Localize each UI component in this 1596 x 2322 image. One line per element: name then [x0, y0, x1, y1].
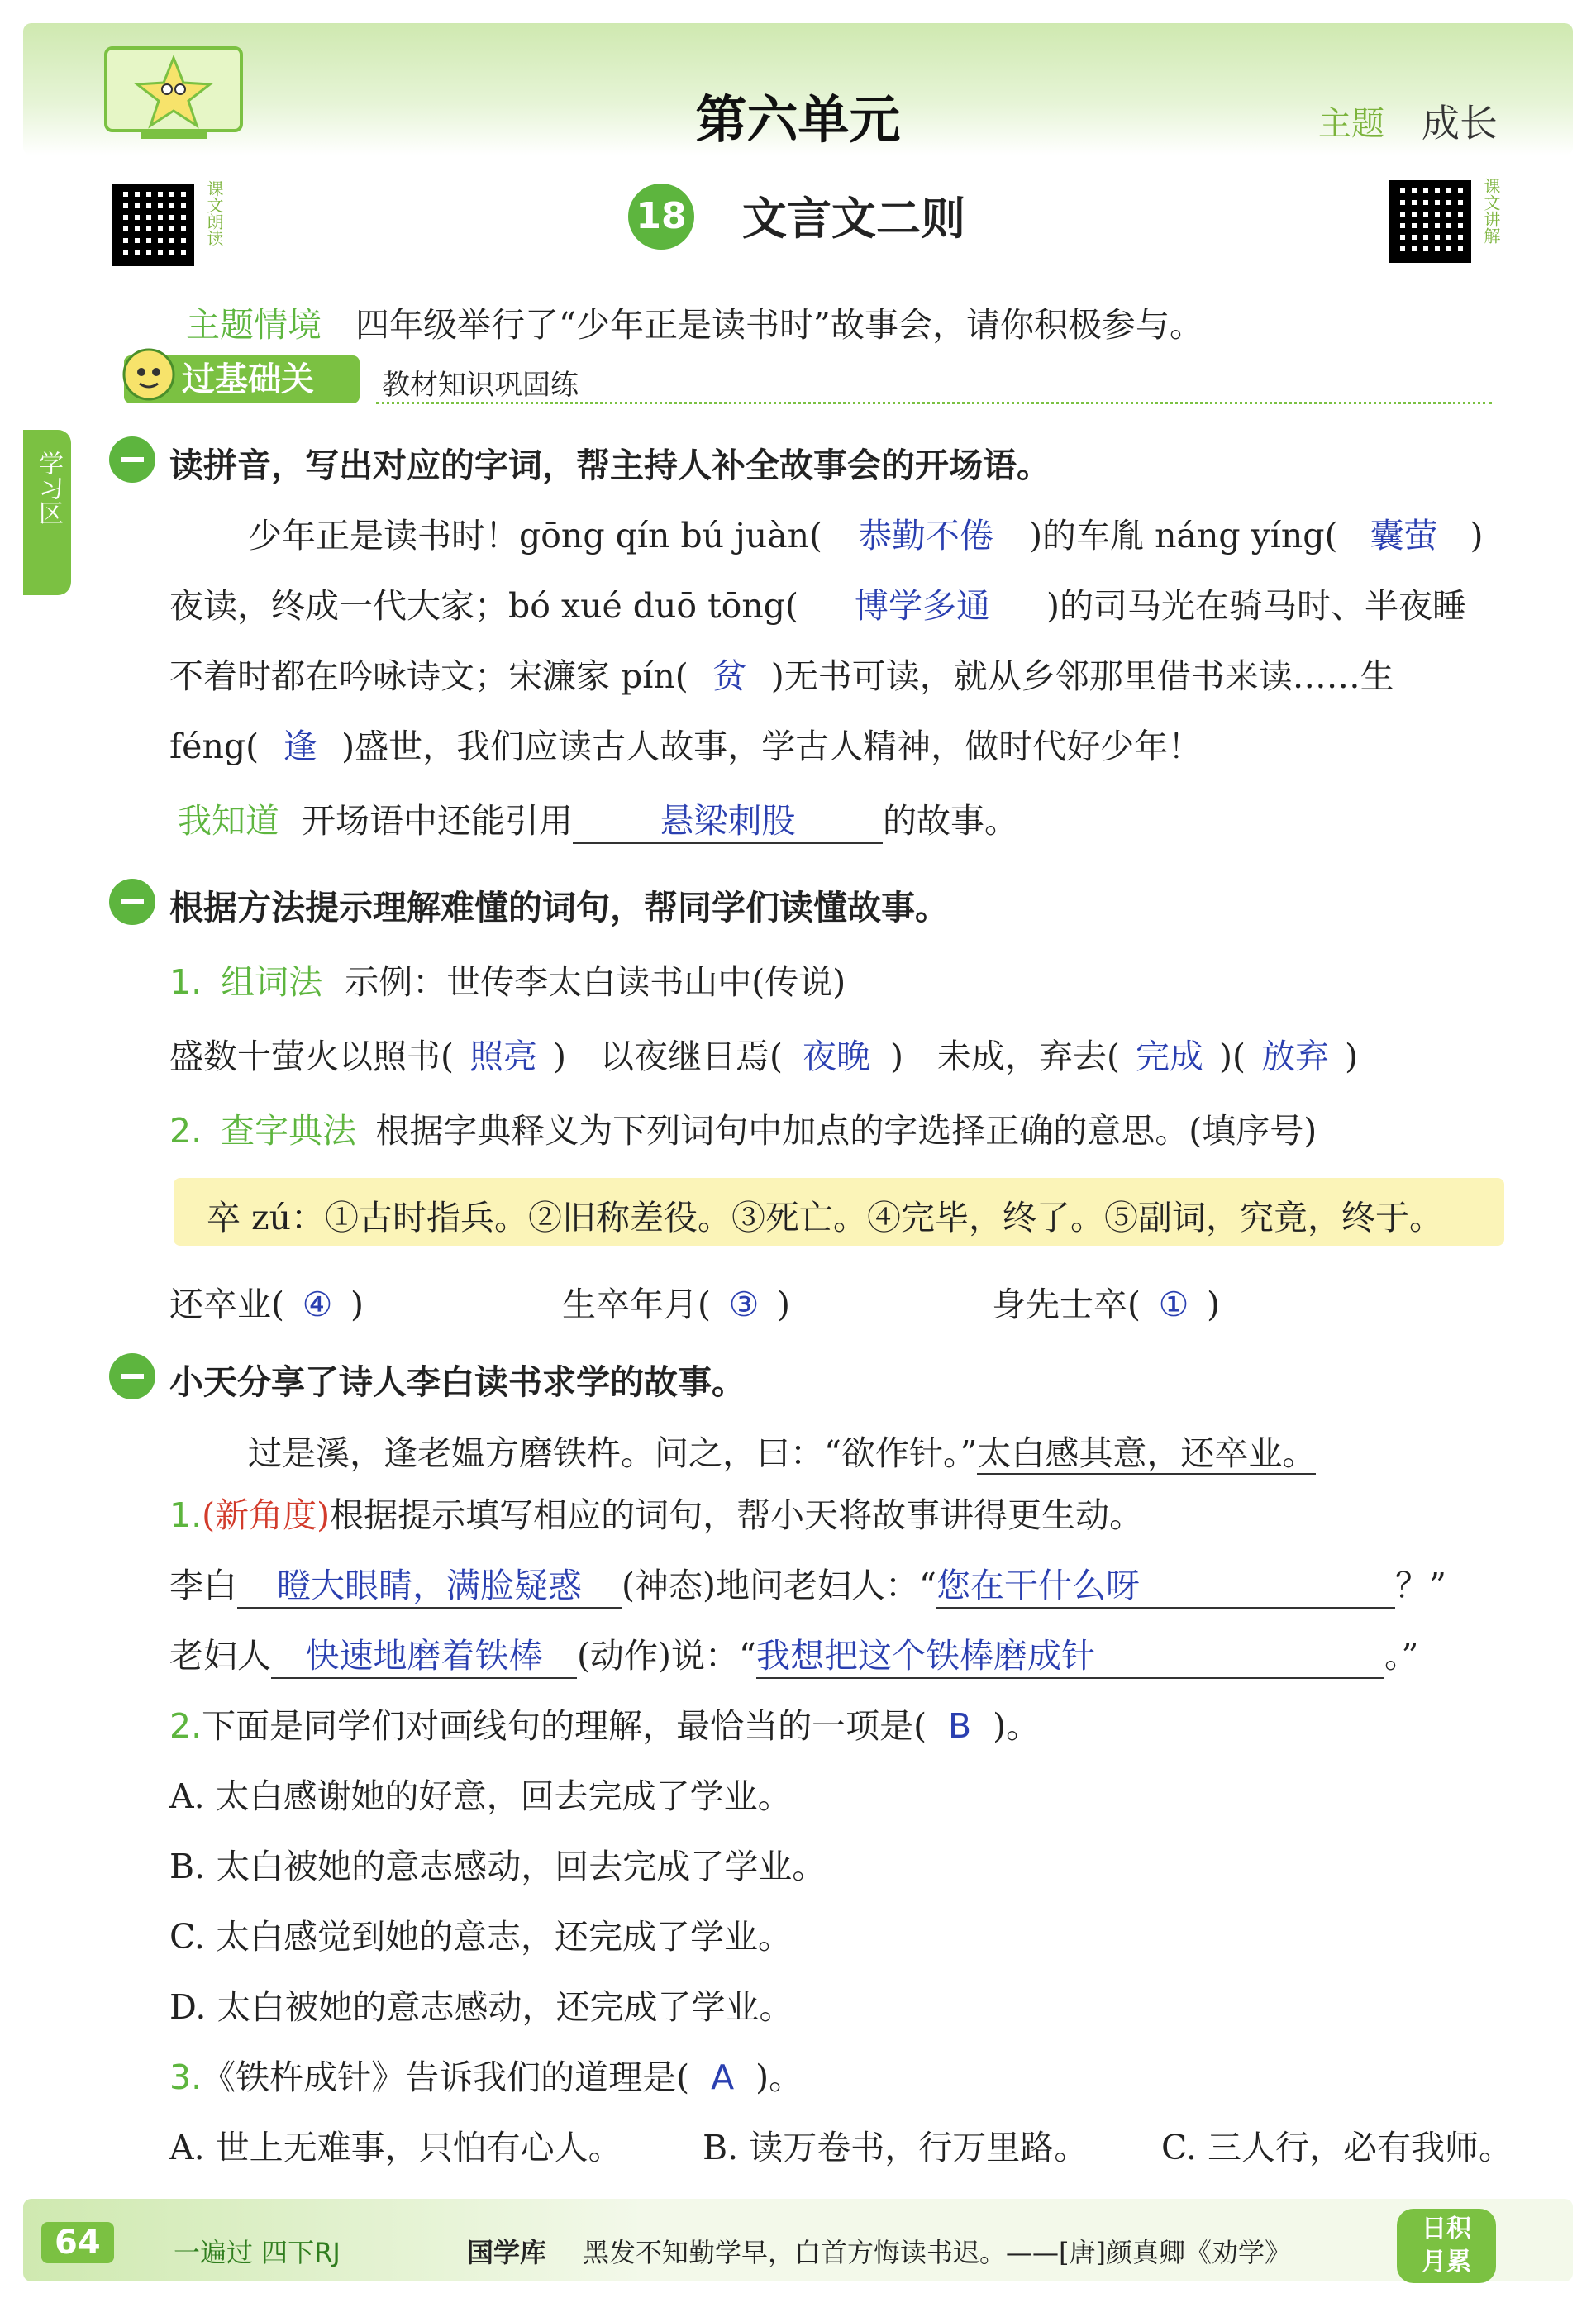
- q3-option[interactable]: D. 太白被她的意志感动，还完成了学业。: [169, 1987, 793, 2027]
- q1-text: )盛世，我们应读古人故事，学古人精神，做时代好少年！: [341, 727, 1203, 766]
- q2-text: ) 以夜继日焉(: [553, 1037, 783, 1076]
- dictionary-entry: 卒 zú：①古时指兵。②旧称差役。③死亡。④完毕，终了。⑤副词，究竟，终于。: [207, 1198, 1444, 1237]
- q2-text: 身先士卒(: [992, 1285, 1141, 1324]
- answer-field[interactable]: ④: [302, 1285, 333, 1324]
- answer-field[interactable]: ③: [728, 1285, 760, 1324]
- q1-text: )的司马光在骑马时、半夜睡: [1046, 586, 1466, 626]
- q2-text: ): [1207, 1285, 1220, 1324]
- basics-subtitle: 教材知识巩固练: [382, 369, 579, 402]
- theme-label: 主题: [1318, 105, 1384, 143]
- qr-code-right-icon[interactable]: [1389, 180, 1471, 263]
- lesson-number: 18: [628, 184, 694, 250]
- q2-option-1: [169, 1277, 364, 1326]
- context-line: [186, 298, 1203, 346]
- answer-field[interactable]: 博学多通: [854, 586, 990, 626]
- q2-option-2: [562, 1277, 790, 1326]
- q1-text: ): [1470, 516, 1484, 555]
- new-angle-tag: (新角度): [202, 1495, 331, 1535]
- q3-sub-3: [169, 2050, 803, 2099]
- q3-option[interactable]: B. 读万卷书，行万里路。: [703, 2128, 1089, 2167]
- q2-method: 查字典法: [221, 1111, 357, 1151]
- page-number: 64: [41, 2222, 114, 2263]
- q3-option[interactable]: C. 三人行，必有我师。: [1161, 2128, 1513, 2167]
- q3-instruction: 下面是同学们对画线句的理解，最恰当的一项是(: [202, 1706, 927, 1746]
- unit-title: 第六单元: [695, 89, 901, 150]
- q2-text: ): [1345, 1037, 1358, 1076]
- q2-text: ) 未成，弃去(: [890, 1037, 1120, 1076]
- q1-text: 夜读，终成一代大家；bó xué duō tōng(: [169, 586, 798, 626]
- badge-bottom: 月累: [1422, 2248, 1471, 2277]
- q2-sub-2: [169, 1104, 1317, 1152]
- q3-option[interactable]: B. 太白被她的意志感动，回去完成了学业。: [169, 1847, 827, 1886]
- q2-option-3: [992, 1277, 1220, 1326]
- mascot-icon: [120, 346, 178, 403]
- answer-field[interactable]: 瞪大眼睛，满脸疑惑: [237, 1558, 622, 1609]
- know-label: 我知道: [178, 801, 279, 841]
- q2-text: ): [350, 1285, 364, 1324]
- q2-method: 组词法: [221, 962, 323, 1002]
- q1-text: )的车胤 náng yíng(: [1029, 516, 1338, 555]
- q1-line-3: [169, 649, 1394, 698]
- question-3-title: 小天分享了诗人李白读书求学的故事。: [169, 1362, 746, 1402]
- answer-field[interactable]: 您在干什么呀: [936, 1558, 1395, 1609]
- answer-field[interactable]: B: [948, 1706, 972, 1746]
- q1-line-2: [169, 579, 1466, 627]
- q1-line-4: [169, 719, 1202, 768]
- question-1-title: 读拼音，写出对应的字词，帮主持人补全故事会的开场语。: [169, 446, 1051, 485]
- daily-badge: [1397, 2209, 1496, 2283]
- q2-text: ): [777, 1285, 790, 1324]
- q3-sub-number: 1.: [169, 1495, 202, 1535]
- book-name: 一遍过 四下RJ: [174, 2237, 341, 2268]
- context-label: 主题情境: [186, 305, 322, 345]
- q2-text: 还卒业(: [169, 1285, 284, 1324]
- q1-text: 的故事。: [883, 801, 1019, 841]
- q3-text: )。: [993, 1706, 1041, 1746]
- answer-field[interactable]: 快速地磨着铁棒: [271, 1628, 577, 1679]
- underlined-sentence: 太白感其意，还卒业。: [977, 1433, 1317, 1473]
- q1-text: 开场语中还能引用: [302, 801, 574, 841]
- question-1-badge: [109, 436, 155, 483]
- question-2-title: 根据方法提示理解难懂的词句，帮同学们读懂故事。: [169, 888, 949, 927]
- answer-field[interactable]: A: [711, 2057, 735, 2097]
- q3-text: 李白: [169, 1566, 237, 1605]
- q3-li-line: [169, 1558, 1446, 1609]
- answer-field[interactable]: 放弃: [1261, 1037, 1329, 1076]
- answer-field[interactable]: 我想把这个铁棒磨成针: [756, 1628, 1384, 1679]
- side-tab-label: 学习区: [34, 451, 63, 525]
- q2-text: 盛数十萤火以照书(: [169, 1037, 454, 1076]
- q2-instruction: 根据字典释义为下列词句中加点的字选择正确的意思。(填序号): [375, 1111, 1317, 1151]
- footer-quote: 黑发不知勤学早，白首方悔读书迟。——[唐]颜真卿《劝学》: [583, 2237, 1291, 2268]
- qr-right-label: 课文讲解: [1481, 178, 1501, 244]
- answer-field[interactable]: 夜晚: [803, 1037, 870, 1076]
- answer-field[interactable]: 完成: [1136, 1037, 1203, 1076]
- q2-example: 示例：世传李太白读书山中(传说): [345, 962, 846, 1002]
- q3-text: 。”: [1384, 1636, 1419, 1676]
- answer-field[interactable]: 囊萤: [1370, 516, 1438, 555]
- answer-field[interactable]: ①: [1158, 1285, 1189, 1324]
- question-3-badge: [109, 1353, 155, 1399]
- passage-text: 过是溪，逢老媪方磨铁杵。问之，曰：“欲作针。”: [248, 1433, 978, 1473]
- q1-text: )无书可读，就从乡邻那里借书来读……生: [770, 656, 1394, 696]
- theme-value: 成长: [1422, 101, 1498, 145]
- q3-sub-number: 3.: [169, 2057, 202, 2097]
- divider: [376, 402, 1492, 404]
- q2-sub-1: [169, 955, 846, 1004]
- basics-banner: 过基础关: [124, 355, 360, 403]
- q1-text: féng(: [169, 727, 260, 766]
- q2-row: [169, 1029, 1358, 1078]
- answer-field[interactable]: 恭勤不倦: [858, 516, 994, 555]
- q3-sub-1: [169, 1488, 1143, 1537]
- q3-old-line: [169, 1628, 1418, 1679]
- q1-line-1: [248, 508, 1484, 557]
- q3-text: )。: [755, 2057, 803, 2097]
- q3-instruction: 《铁杵成针》告诉我们的道理是(: [202, 2057, 690, 2097]
- answer-field[interactable]: 悬梁刺股: [573, 794, 883, 844]
- q3-text: 老妇人: [169, 1636, 271, 1676]
- q3-passage: [248, 1426, 1316, 1475]
- q3-instruction: 根据提示填写相应的词句，帮小天将故事讲得更生动。: [330, 1495, 1144, 1535]
- q3-text: ？”: [1394, 1566, 1446, 1605]
- qr-left-label: 课文朗读: [204, 180, 224, 246]
- footer-label: 国学库: [467, 2237, 547, 2268]
- context-text: 四年级举行了“少年正是读书时”故事会，请你积极参与。: [355, 305, 1203, 345]
- q1-text: 不着时都在吟咏诗文；宋濂家 pín(: [169, 656, 688, 696]
- q1-know-line: [178, 794, 1018, 844]
- qr-code-left-icon[interactable]: [112, 184, 194, 266]
- answer-field[interactable]: 逢: [283, 727, 317, 766]
- question-2-badge: [109, 879, 155, 925]
- q1-text: 少年正是读书时！gōng qín bú juàn(: [248, 516, 823, 555]
- q3-text: (神态)地问老妇人：“: [622, 1566, 936, 1605]
- answer-field[interactable]: 贫: [712, 656, 747, 696]
- answer-field[interactable]: 照亮: [469, 1037, 537, 1076]
- q2-text: )(: [1219, 1037, 1246, 1076]
- badge-top: 日积: [1422, 2215, 1471, 2243]
- q3-option[interactable]: A. 世上无难事，只怕有心人。: [169, 2128, 622, 2167]
- q3-sub-number: 2.: [169, 1706, 202, 1746]
- q2-sub-number: 2.: [169, 1111, 202, 1151]
- lesson-title: 文言文二则: [742, 193, 965, 245]
- q3-text: (动作)说：“: [577, 1636, 756, 1676]
- q3-option[interactable]: A. 太白感谢她的好意，回去完成了学业。: [169, 1776, 792, 1816]
- q3-sub-2: [169, 1699, 1040, 1747]
- q3-option[interactable]: C. 太白感觉到她的意志，还完成了学业。: [169, 1917, 792, 1957]
- q2-text: 生卒年月(: [562, 1285, 711, 1324]
- q2-sub-number: 1.: [169, 962, 202, 1002]
